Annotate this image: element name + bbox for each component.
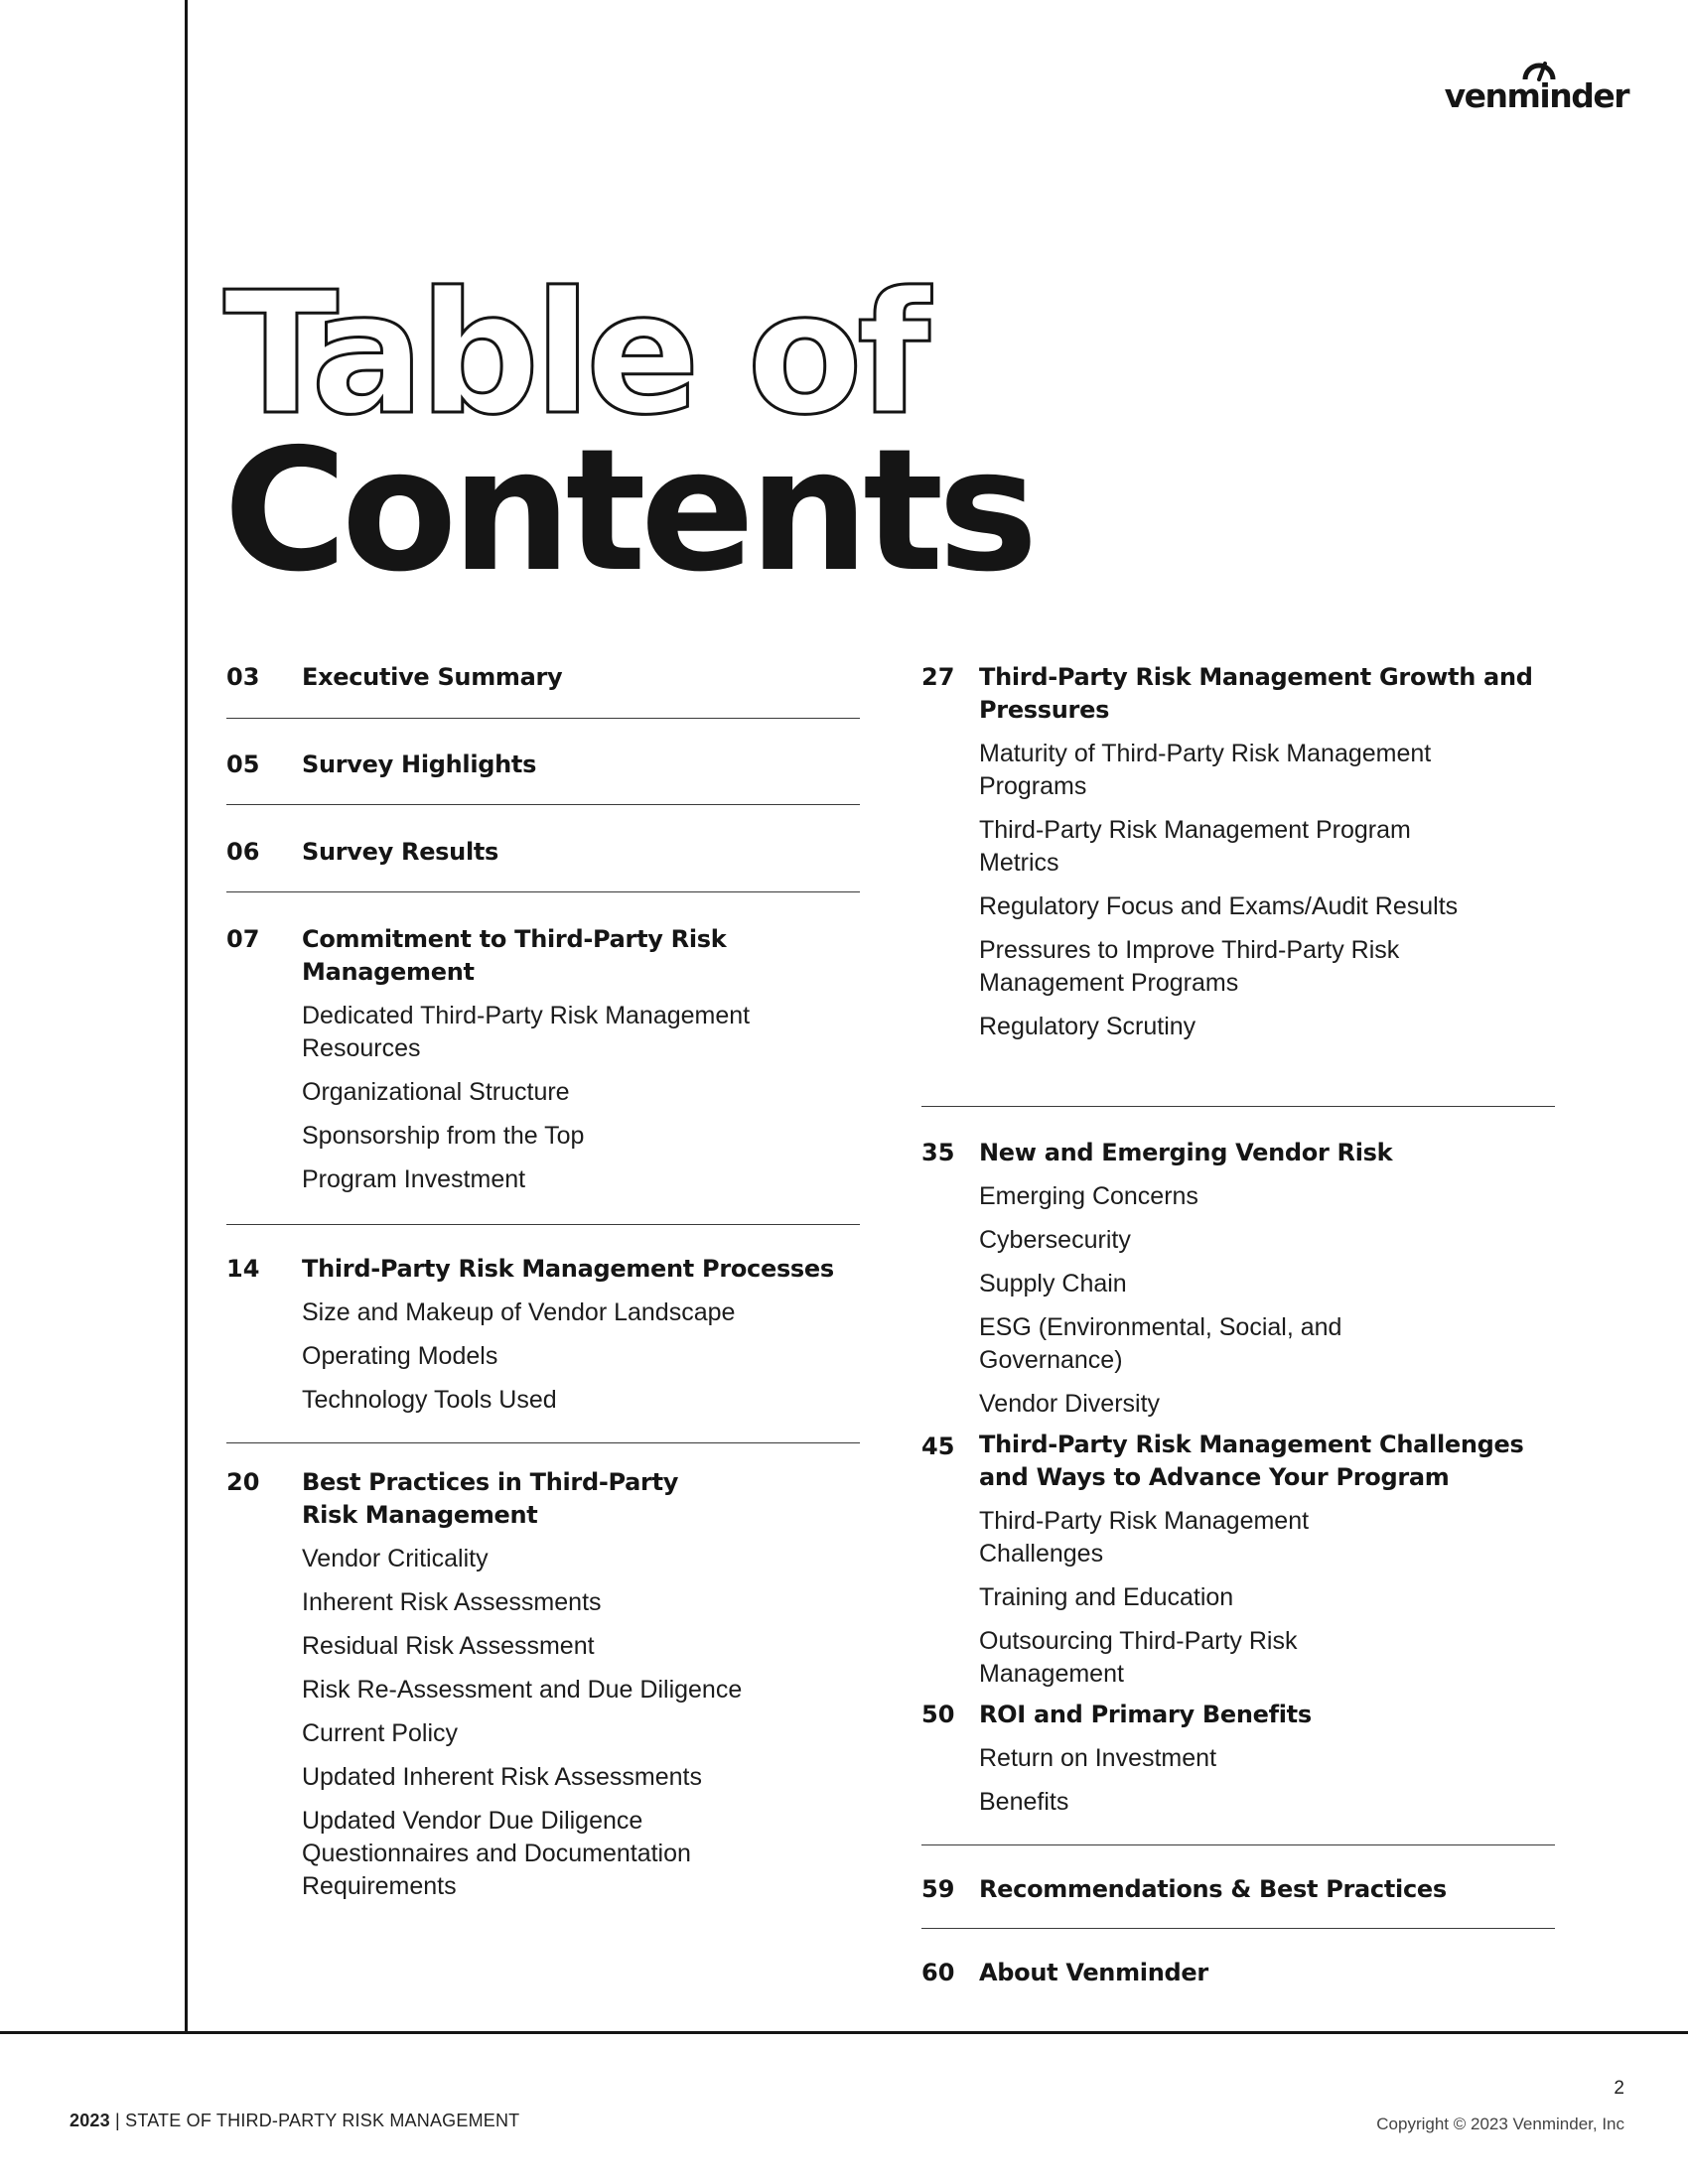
toc-subsection-list (226, 1543, 860, 1903)
copyright-notice: Copyright © 2023 Venminder, Inc (1376, 2115, 1624, 2133)
footer-divider (0, 2031, 1688, 2034)
footer-year: 2023 (70, 2111, 110, 2130)
toc-page-number: 05 (226, 751, 260, 778)
page-title (223, 253, 1316, 610)
toc-subsection[interactable]: Technology Tools Used (302, 1386, 557, 1414)
toc-subsection[interactable]: Benefits (979, 1788, 1069, 1816)
toc-section-title[interactable]: About Venminder (979, 1959, 1208, 1986)
page-number: 2 (1614, 2078, 1624, 2099)
toc-subsection[interactable]: Outsourcing Third-Party Risk Management (979, 1627, 1298, 1688)
toc-subsection[interactable]: Regulatory Focus and Exams/Audit Results (979, 892, 1459, 920)
footer-report-title (70, 2111, 519, 2131)
toc-section[interactable] (921, 1107, 1555, 1421)
toc-subsection-list (921, 1180, 1555, 1421)
toc-subsection[interactable]: Third-Party Risk Management Program Metrics (979, 816, 1411, 877)
toc-section[interactable] (921, 661, 1555, 1107)
toc-section-title[interactable]: Recommendations & Best Practices (979, 1875, 1447, 1903)
toc-column-right (921, 661, 1555, 1989)
toc-section-title[interactable]: Third-Party Risk Management Growth and Pressures (979, 663, 1533, 724)
toc-subsection[interactable]: Emerging Concerns (979, 1182, 1198, 1210)
toc-subsection[interactable]: Vendor Diversity (979, 1390, 1161, 1418)
toc-page-number: 60 (921, 1959, 955, 1986)
toc-page-number: 14 (226, 1255, 260, 1283)
toc-section[interactable] (921, 1929, 1555, 1989)
left-vertical-rule (185, 0, 188, 2033)
toc-section[interactable] (921, 1421, 1555, 1691)
toc-subsection[interactable]: Maturity of Third-Party Risk Management Programs (979, 740, 1432, 800)
logo-wordmark: venminder (1444, 76, 1628, 115)
toc-section[interactable] (226, 892, 860, 1225)
toc-subsection-list (921, 1742, 1555, 1819)
toc-subsection[interactable]: Supply Chain (979, 1270, 1127, 1297)
toc-subsection[interactable]: Size and Makeup of Vendor Landscape (302, 1298, 736, 1326)
title-line-2: Contents (223, 413, 1033, 610)
toc-subsection[interactable]: Organizational Structure (302, 1078, 570, 1106)
toc-subsection[interactable]: Operating Models (302, 1342, 498, 1370)
toc-subsection-list (921, 1505, 1555, 1691)
toc-section-title[interactable]: Third-Party Risk Management Processes (302, 1255, 834, 1283)
toc-subsection[interactable]: Training and Education (979, 1583, 1234, 1611)
footer-report-name: STATE OF THIRD-PARTY RISK MANAGEMENT (125, 2111, 520, 2130)
toc-section-title[interactable]: New and Emerging Vendor Risk (979, 1139, 1393, 1166)
toc-section[interactable] (226, 1225, 860, 1443)
toc-subsection[interactable]: Sponsorship from the Top (302, 1122, 585, 1150)
toc-subsection-list (921, 738, 1555, 1043)
toc-section-title[interactable]: ROI and Primary Benefits (979, 1701, 1312, 1728)
toc-subsection[interactable]: Dedicated Third-Party Risk Management Resources (302, 1002, 751, 1062)
toc-subsection[interactable]: Risk Re-Assessment and Due Diligence (302, 1676, 743, 1704)
toc-subsection[interactable]: Pressures to Improve Third-Party Risk Management Programs (979, 936, 1400, 997)
toc-section[interactable] (226, 719, 860, 805)
toc-section[interactable] (226, 1443, 860, 1903)
toc-section-title[interactable]: Commitment to Third-Party Risk Management (302, 925, 727, 986)
toc-subsection[interactable]: Residual Risk Assessment (302, 1632, 595, 1660)
toc-subsection[interactable]: Return on Investment (979, 1744, 1217, 1772)
toc-subsection-list (226, 1000, 860, 1196)
toc-page-number: 06 (226, 838, 260, 866)
toc-subsection[interactable]: Cybersecurity (979, 1226, 1131, 1254)
toc-section[interactable] (226, 805, 860, 892)
toc-subsection[interactable]: ESG (Environmental, Social, and Governance) (979, 1313, 1342, 1374)
toc-page-number: 50 (921, 1701, 955, 1728)
toc-section-title[interactable]: Survey Results (302, 838, 499, 866)
toc-subsection[interactable]: Regulatory Scrutiny (979, 1013, 1196, 1040)
toc-page-number: 20 (226, 1468, 260, 1496)
toc-page-number: 07 (226, 925, 260, 953)
toc-section-title[interactable]: Executive Summary (302, 663, 563, 691)
toc-subsection-list (226, 1297, 860, 1417)
toc-subsection[interactable]: Current Policy (302, 1719, 458, 1747)
toc-subsection[interactable]: Updated Inherent Risk Assessments (302, 1763, 702, 1791)
toc-section-title[interactable]: Best Practices in Third-Party Risk Management (302, 1468, 679, 1529)
toc-subsection[interactable]: Vendor Criticality (302, 1545, 489, 1572)
toc-subsection[interactable]: Inherent Risk Assessments (302, 1588, 602, 1616)
toc-page-number: 45 (921, 1433, 955, 1460)
toc-subsection[interactable]: Third-Party Risk Management Challenges (979, 1507, 1310, 1568)
toc-page-number: 03 (226, 663, 260, 691)
toc-page-number: 59 (921, 1875, 955, 1903)
footer-separator: | (109, 2111, 126, 2130)
venminder-logo (1430, 56, 1628, 115)
toc-section[interactable] (226, 661, 860, 719)
toc-page-number: 27 (921, 663, 955, 691)
toc-section-title[interactable]: Survey Highlights (302, 751, 537, 778)
toc-section[interactable] (921, 1845, 1555, 1929)
toc-page-number: 35 (921, 1139, 955, 1166)
toc-section-title[interactable]: Third-Party Risk Management Challenges and Ways to Advance Your Program (979, 1431, 1524, 1491)
toc-section[interactable] (921, 1691, 1555, 1845)
toc-column-left (226, 661, 860, 1903)
toc-subsection[interactable]: Updated Vendor Due Diligence Questionnaires and Documentation Requirements (302, 1807, 691, 1900)
title-line-1: Table of (223, 256, 924, 453)
toc-subsection[interactable]: Program Investment (302, 1165, 526, 1193)
